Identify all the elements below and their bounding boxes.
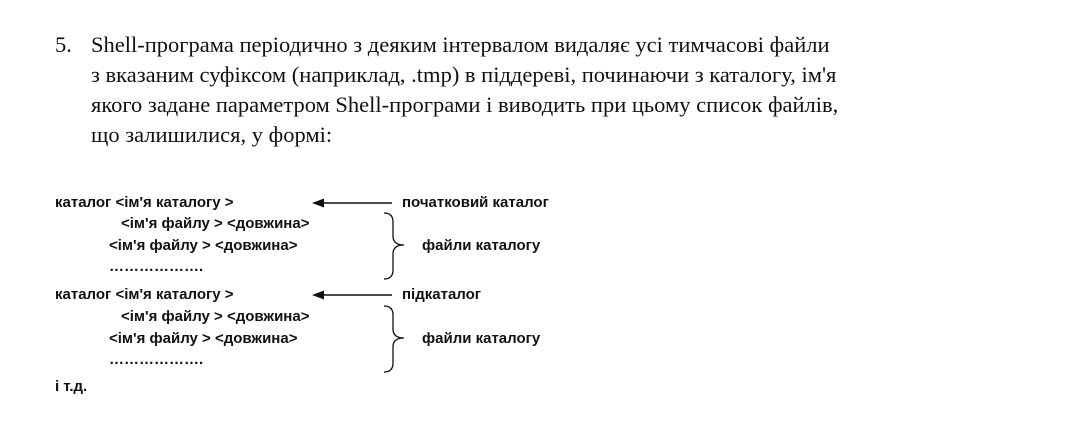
footer-etc: і т.д. <box>55 378 88 395</box>
file-line: <ім'я файлу > <довжина> <box>109 237 298 254</box>
task-text-1: Shell-програма періодично з деяким інтервалом видаляє усі тимчасові файли <box>91 32 830 57</box>
arrow-head <box>312 199 324 208</box>
task-line-4: що залишилися, у формі: <box>91 122 333 147</box>
dots-line: ………………. <box>109 351 204 368</box>
arrow-head <box>312 291 324 300</box>
right-brace <box>384 306 404 372</box>
brace-label: файли каталогу <box>422 237 541 254</box>
arrow-label: підкаталог <box>402 286 482 303</box>
task-line-2: з вказаним суфіксом (наприклад, .tmp) в піддереві, починаючи з каталогу, ім'я <box>91 62 837 87</box>
task-number: 5. <box>55 32 72 57</box>
file-line: <ім'я файлу > <довжина> <box>121 215 310 232</box>
catalog-line: каталог <ім'я каталогу > <box>55 286 234 303</box>
file-line: <ім'я файлу > <довжина> <box>121 308 310 325</box>
brace-label: файли каталогу <box>422 330 541 347</box>
task-line-3: якого задане параметром Shell-програми і виводить при цьому список файлів, <box>91 92 839 117</box>
dots-line: ………………. <box>109 258 204 275</box>
catalog-line: каталог <ім'я каталогу > <box>55 194 234 211</box>
arrow-label: початковий каталог <box>402 194 549 211</box>
file-line: <ім'я файлу > <довжина> <box>109 330 298 347</box>
right-brace <box>384 213 404 279</box>
